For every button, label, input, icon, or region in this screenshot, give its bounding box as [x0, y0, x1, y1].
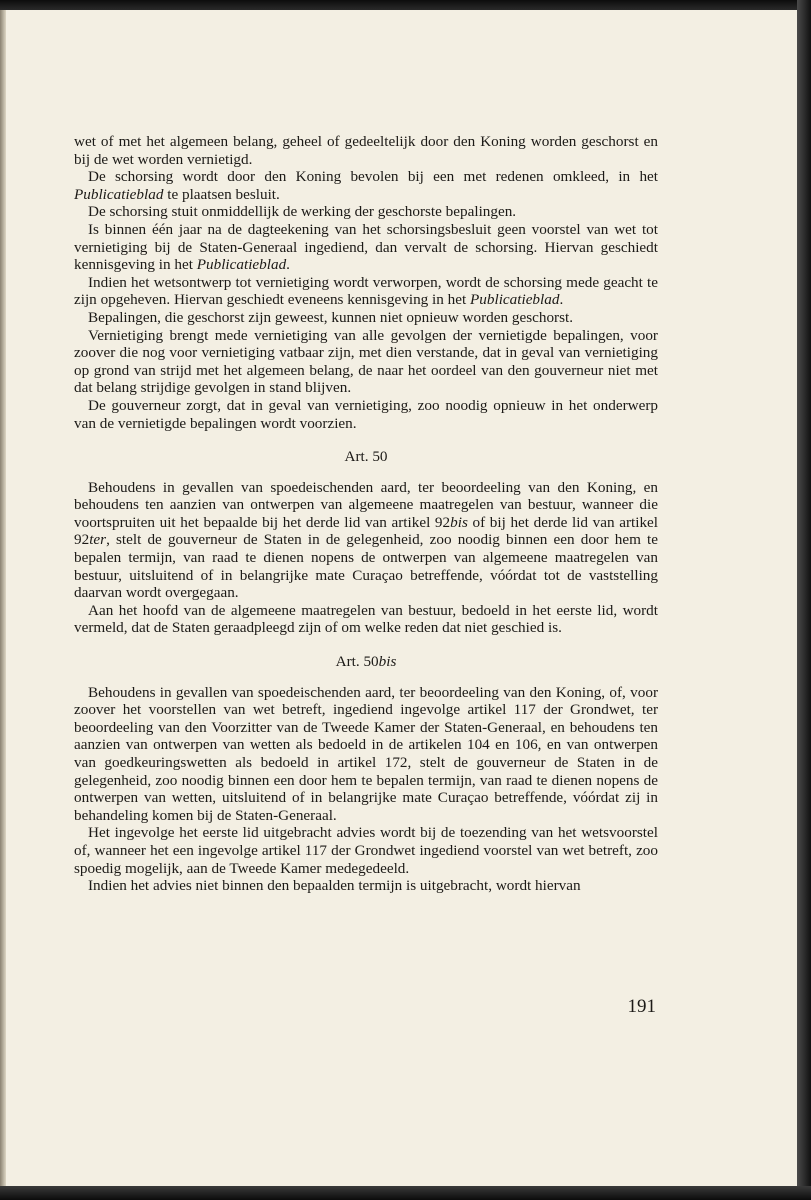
- paragraph: Het ingevolge het eerste lid uitgebracht advies wordt bij de toezending van het wetsvoorstel of, wanneer het een ingevolge artikel 117 der Grondwet ingediend voorstel van wet betreft, zoo spoedig mogelijk, aan de Tweede Kamer medegedeeld.: [74, 824, 658, 877]
- paragraph: Indien het advies niet binnen den bepaalden termijn is uitgebracht, wordt hiervan: [88, 877, 581, 895]
- paragraph: Behoudens in gevallen van spoedeischenden aard, ter beoordeeling van den Koning, of, voor zoover het voorstellen van wet betreft, ingediend ingevolge artikel 117 der Grondwet, ter beoordeeling van den Voorzitter van de Tweede Kamer der Staten-Generaal, en behoudens ten aanzien van ontwerpen van wetten als bedoeld in de artikelen 104 en 106, en van ontwerpen van goedkeuringswetten als bedoeld in artikel 172, stelt de gouverneur de Staten in de gelegenheid, zoo noodig binnen een door hem te bepalen termijn, van raad te dienen nopens de ontwerpen van wetten, uitsluitend of in belangrijke mate Curaçao betreffende, vóórdat zij in behandeling komen bij de Staten-Generaal.: [74, 683, 658, 824]
- scan-bottom-edge: [0, 1186, 811, 1200]
- page-text: [74, 133, 658, 895]
- page-number: 191: [627, 996, 656, 1017]
- article-heading: Art. 50bis: [335, 653, 397, 671]
- paragraph: De gouverneur zorgt, dat in geval van vernietiging, zoo noodig opnieuw in het onderwerp van de vernietigde bepalingen wordt voorzien.: [74, 396, 658, 432]
- paragraph: Bepalingen, die geschorst zijn geweest, kunnen niet opnieuw worden geschorst.: [88, 308, 574, 326]
- scan-right-edge: [797, 0, 811, 1200]
- scan-top-edge: [0, 0, 811, 10]
- paragraph: wet of met het algemeen belang, geheel of gedeeltelijk door den Koning worden geschorst en bij de wet worden vernietigd.: [74, 133, 658, 168]
- paragraph: De schorsing stuit onmiddellijk de werking der geschorste bepalingen.: [88, 203, 517, 221]
- paragraph: Indien het wetsontwerp tot vernietiging wordt verworpen, wordt de schorsing mede geacht te zijn opgeheven. Hiervan geschiedt eveneens kennisgeving in het Publicatieblad.: [74, 273, 658, 309]
- paragraph: Vernietiging brengt mede vernietiging van alle gevolgen der vernietigde bepalingen, voor zoover die nog voor vernietiging vatbaar zijn, met dien verstande, dat in geval van vernietiging op grond van strijd met het algemeen belang, de naar het oordeel van den gouverneur niet met dat belang strijdige gevolgen in stand blijven.: [74, 326, 658, 397]
- article-heading: Art. 50: [344, 448, 388, 466]
- paragraph: Aan het hoofd van de algemeene maatregelen van bestuur, bedoeld in het eerste lid, wordt vermeld, dat de Staten geraadpleegd zijn of om welke reden dat niet geschied is.: [74, 601, 658, 637]
- paragraph: De schorsing wordt door den Koning bevolen bij een met redenen omkleed, in het Publicatieblad te plaatsen besluit.: [74, 168, 658, 203]
- paragraph: Behoudens in gevallen van spoedeischenden aard, ter beoordeeling van den Koning, en behoudens ten aanzien van ontwerpen van algemeene maatregelen van bestuur, wanneer die voortspruiten uit het bepaalde bij het derde lid van artikel 92bis of bij het derde lid van artikel 92ter, stelt de gouverneur de Staten in de gelegenheid, zoo noodig binnen een door hem te bepalen termijn, van raad te dienen nopens de ontwerpen van algemeene maatregelen van bestuur, uitsluitend of in belangrijke mate Curaçao betreffende, vóórdat tot de vaststelling daarvan wordt overgegaan.: [74, 478, 659, 602]
- paragraph: Is binnen één jaar na de dagteekening van het schorsingsbesluit geen voorstel van wet tot vernietiging bij de Staten-Generaal ingediend, dan vervalt de schorsing. Hiervan geschiedt kennisgeving in het Publicatieblad.: [74, 220, 658, 274]
